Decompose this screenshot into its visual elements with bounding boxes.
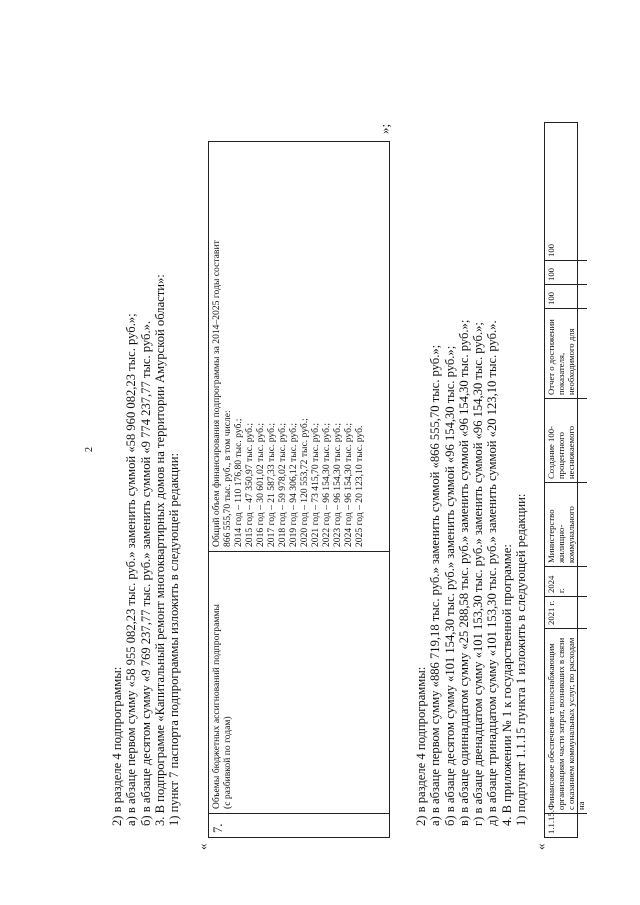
text-line: 1) пункт 7 паспорта подпрограммы изложить в следующей редакции: xyxy=(167,452,182,826)
value-line: Общий объем финансирования подпрограммы за 2014–2025 годы составит xyxy=(211,240,222,547)
text-line: г) в абзаце двенадцатом сумму «101 153,30 тыс. руб.» заменить суммой «96 154,30 тыс. руб.»; xyxy=(471,322,486,826)
text-line: в) в абзаце одиннадцатом сумму «25 288,58 тыс. руб.» заменить суммой «96 154,30 тыс. руб.»; xyxy=(456,319,471,826)
table2-result: Создание 100-процентного неснижаемого xyxy=(545,398,587,482)
table1-open-quote: « xyxy=(195,843,210,850)
text-line: а) в абзаце первом сумму «886 719,18 тыс. руб.» заменить суммой «866 555,70 тыс. руб.»; xyxy=(428,344,443,826)
table1-label: Объемы бюджетных ассигнований подпрограммы xyxy=(211,604,222,809)
passport-table xyxy=(208,141,390,838)
table2-name: Финансовое обеспечение теплоснабжающим организациям части затрат, возникших в связи с оказанием коммунальных услуг, по расходам на xyxy=(545,628,587,813)
rotated-document-body xyxy=(110,50,586,850)
amendment-text-block-2 xyxy=(414,320,528,826)
value-line: 2019 год – 94 306,12 тыс. руб.; xyxy=(288,422,299,547)
table2-value-1: 100 xyxy=(545,284,587,308)
value-line: 2018 год – 59 978,02 тыс. руб.; xyxy=(277,422,288,547)
table1-label-cell xyxy=(209,551,389,813)
text-line: 2) в разделе 4 подпрограммы: xyxy=(110,666,124,826)
appendix-table xyxy=(544,122,586,838)
value-line: 2022 год – 96 154,30 тыс. руб.; xyxy=(321,422,332,547)
table2-start: 2021 г. xyxy=(545,596,587,628)
value-line: 2014 год – 110 176,80 тыс. руб.; xyxy=(233,418,244,547)
value-line: 2016 год – 30 601,02 тыс. руб.; xyxy=(255,422,266,547)
text-line: 1) подпункт 1.1.15 пункта 1 изложить в следующей редакции: xyxy=(514,493,529,826)
table1-close-quote: »; xyxy=(377,123,392,134)
table2-indicator: Отчет о достижении показателя, необходимого для xyxy=(545,308,587,398)
value-line: 2023 год – 96 154,30 тыс. руб.; xyxy=(332,422,343,547)
value-line: 2015 год – 47 350,97 тыс. руб.; xyxy=(244,422,255,547)
table2-end: 2024 г. xyxy=(545,566,587,596)
table2-num: 1.1.15. xyxy=(545,813,587,837)
text-line: 4. В приложении № 1 к государственной программе: xyxy=(499,544,514,826)
page-number: 2 xyxy=(84,447,95,452)
value-line: 866 555,70 тыс. руб., в том числе: xyxy=(222,410,233,547)
value-line: 2017 год – 21 587,33 тыс. руб.; xyxy=(266,422,277,547)
value-line: 2020 год – 120 553,72 тыс. руб.; xyxy=(299,418,310,547)
table2-value-2: 100 xyxy=(545,260,587,284)
table1-value-cell xyxy=(209,142,389,551)
amendment-text-block-1 xyxy=(110,274,181,826)
table1-label-sub: (с разбивкой по годам) xyxy=(222,716,233,809)
text-line: 2) в разделе 4 подпрограммы: xyxy=(414,666,428,826)
text-line: а) в абзаце первом сумму «58 955 082,23 тыс. руб.» заменить суммой «58 960 082,23 тыс. руб.»; xyxy=(124,313,139,826)
table2-open-quote: « xyxy=(533,843,548,850)
text-line: б) в абзаце десятом сумму «101 154,30 тыс. руб.» заменить суммой «96 154,30 тыс. руб.»; xyxy=(442,345,457,826)
table2-value-3: 100 xyxy=(546,243,556,257)
text-line: д) в абзаце тринадцатом сумму «101 153,30 тыс. руб.» заменить суммой «20 123,10 тыс. руб.». xyxy=(485,320,500,826)
value-line: 2025 год – 20 123,10 тыс. руб. xyxy=(354,425,365,547)
text-line: б) в абзаце десятом сумму «9 769 237,77 тыс. руб.» заменить суммой «9 774 237,77 тыс. руб.». xyxy=(138,320,153,826)
table2-executor: Министерство жилищно-коммунального xyxy=(545,482,587,566)
table1-row-number: 7. xyxy=(209,813,389,837)
text-line: 3. В подпрограмме «Капитальный ремонт многоквартирных домов на территории Амурской области»: xyxy=(152,274,167,826)
value-line: 2021 год – 73 415,70 тыс. руб.; xyxy=(310,422,321,547)
value-line: 2024 год – 96 154,30 тыс. руб.; xyxy=(343,422,354,547)
